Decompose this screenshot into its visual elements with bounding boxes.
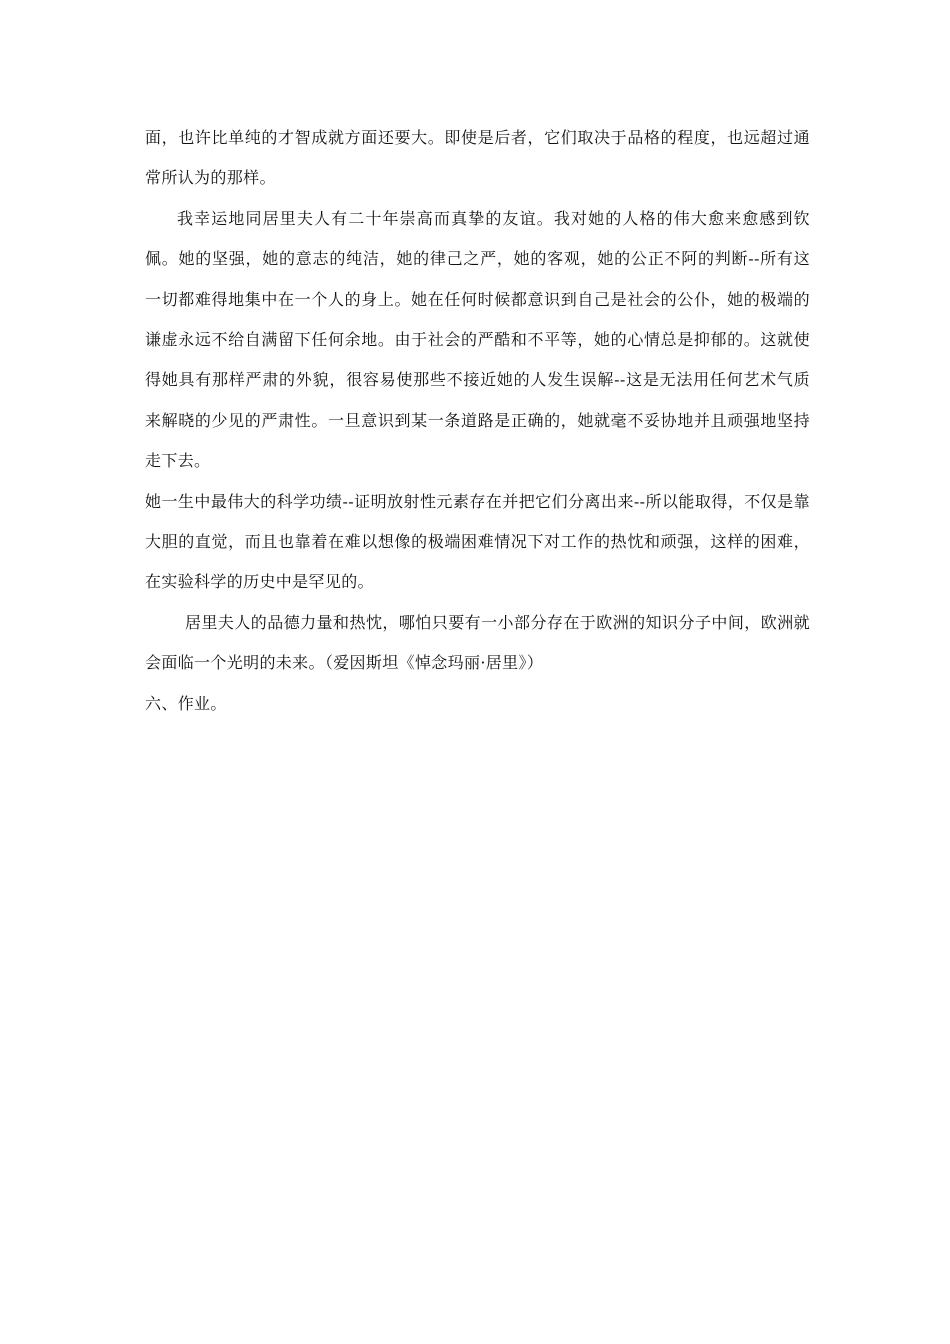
paragraph-scientific-achievement: 她一生中最伟大的科学功绩--证明放射性元素存在并把它们分离出来--所以能取得，不仅是靠大胆的直觉，而且也靠着在难以想像的极端困难情况下对工作的热忱和顽强，这样的困难，在实验科学的历史中是罕见的。 [145,491,810,592]
paragraph-continuation: 面，也许比单纯的才智成就方面还要大。即使是后者，它们取决于品格的程度，也远超过通常所认为的那样。 [145,128,810,188]
paragraph-bright-future: 居里夫人的品德力量和热忱，哪怕只要有一小部分存在于欧洲的知识分子中间，欧洲就会面临一个光明的未来。（爱因斯坦《悼念玛丽·居里》） [145,612,810,673]
paragraph-friendship: 我幸运地同居里夫人有二十年崇高而真挚的友谊。我对她的人格的伟大愈来愈感到钦佩。她的坚强，她的意志的纯洁，她的律己之严，她的客观，她的公正不阿的判断--所有这一切都难得地集中在一个人的身上。她在任何时候都意识到自己是社会的公仆，她的极端的谦虚永远不给自满留下任何余地。由于社会的严酷和不平等，她的心情总是抑郁的。这就使得她具有那样严肃的外貌，很容易使那些不接近她的人发生误解--这是无法用任何艺术气质来解晓的少见的严肃性。一旦意识到某一条道路是正确的，她就毫不妥协地并且顽强地坚持走下去。 [145,208,810,471]
section-heading-homework: 六、作业。 [145,693,227,713]
document-body [145,118,810,724]
